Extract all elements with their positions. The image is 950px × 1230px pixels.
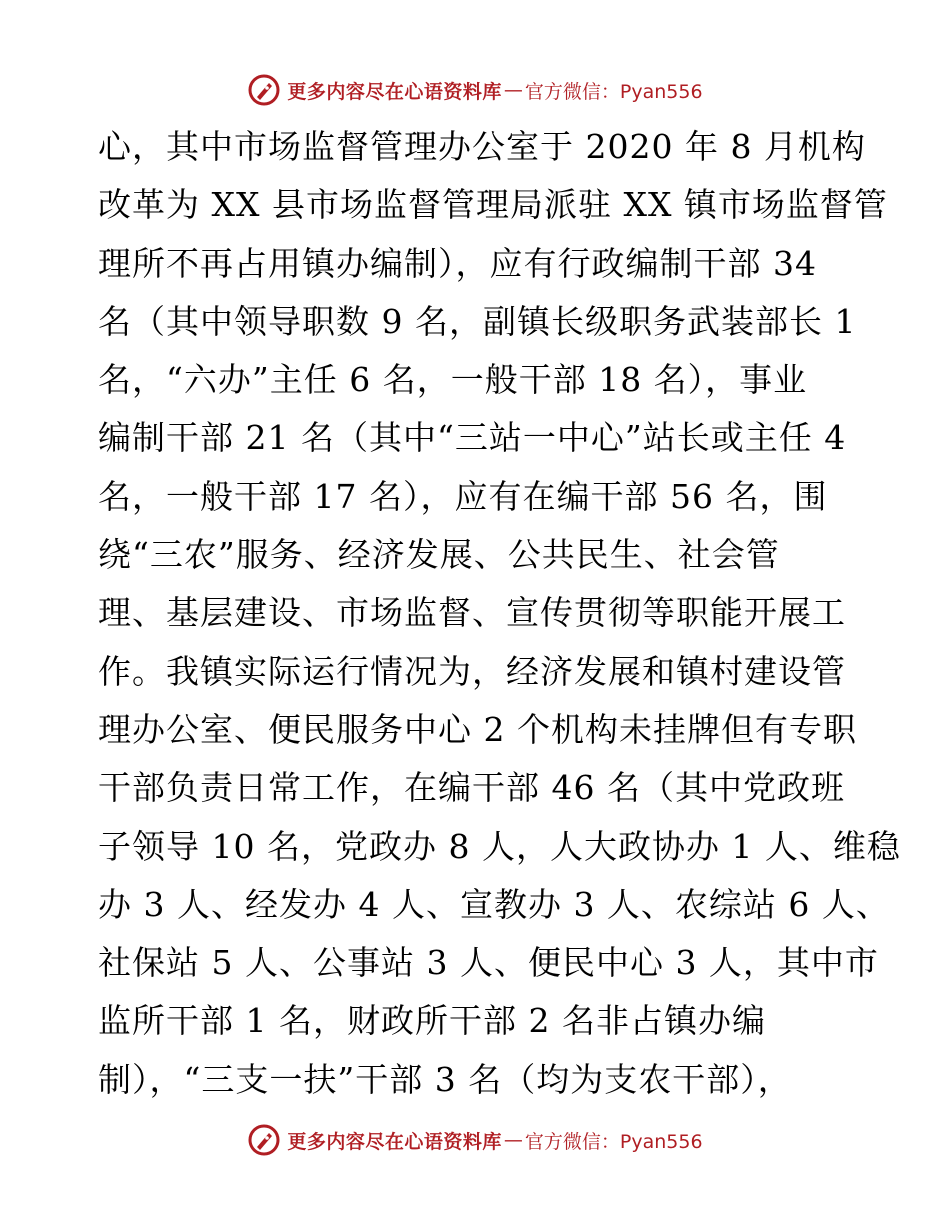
header-watermark	[0, 70, 950, 110]
body-line: 作。我镇实际运行情况为，经济发展和镇村建设管	[98, 651, 846, 691]
body-line: 编制干部 21 名（其中“三站一中心”站长或主任 4	[98, 418, 847, 458]
body-line: 制），“三支一扶”干部 3 名（均为支农干部），	[98, 1059, 792, 1099]
watermark-separator: —	[503, 1129, 523, 1151]
body-line: 监所干部 1 名，财政所干部 2 名非占镇办编	[98, 1001, 766, 1041]
body-line: 理、基层建设、市场监督、宣传贯彻等职能开展工	[98, 593, 846, 633]
body-line: 子领导 10 名，党政办 8 人，人大政协办 1 人、维稳	[98, 826, 901, 866]
body-line: 名，“六办”主任 6 名，一般干部 18 名），事业	[98, 360, 808, 400]
watermark-separator: —	[503, 79, 523, 101]
body-line: 名，一般干部 17 名），应有在编干部 56 名，围	[98, 476, 828, 516]
pen-nib-logo-icon	[247, 73, 281, 107]
body-line: 绕“三农”服务、经济发展、公共民生、社会管	[98, 535, 780, 575]
watermark-text: 更多内容尽在心语资料库	[287, 80, 502, 103]
document-body	[98, 118, 901, 1109]
footer-watermark	[0, 1120, 950, 1160]
body-line: 改革为 XX 县市场监督管理局派驻 XX 镇市场监督管	[98, 185, 888, 225]
body-line: 理所不再占用镇办编制），应有行政编制干部 34	[98, 243, 817, 283]
wechat-text: 官方微信：Pyan556	[524, 1130, 703, 1153]
body-line: 心，其中市场监督管理办公室于 2020 年 8 月机构	[98, 127, 866, 166]
body-line: 名（其中领导职数 9 名，副镇长级职务武装部长 1	[98, 301, 857, 341]
pen-nib-logo-icon	[247, 1123, 281, 1157]
wechat-text: 官方微信：Pyan556	[524, 80, 703, 103]
body-line: 办 3 人、经发办 4 人、宣教办 3 人、农综站 6 人、	[98, 884, 890, 924]
body-line: 理办公室、便民服务中心 2 个机构未挂牌但有专职	[98, 709, 857, 749]
watermark-text: 更多内容尽在心语资料库	[287, 1130, 502, 1153]
body-line: 干部负责日常工作，在编干部 46 名（其中党政班	[98, 768, 845, 808]
body-line: 社保站 5 人、公事站 3 人、便民中心 3 人，其中市	[98, 943, 879, 983]
